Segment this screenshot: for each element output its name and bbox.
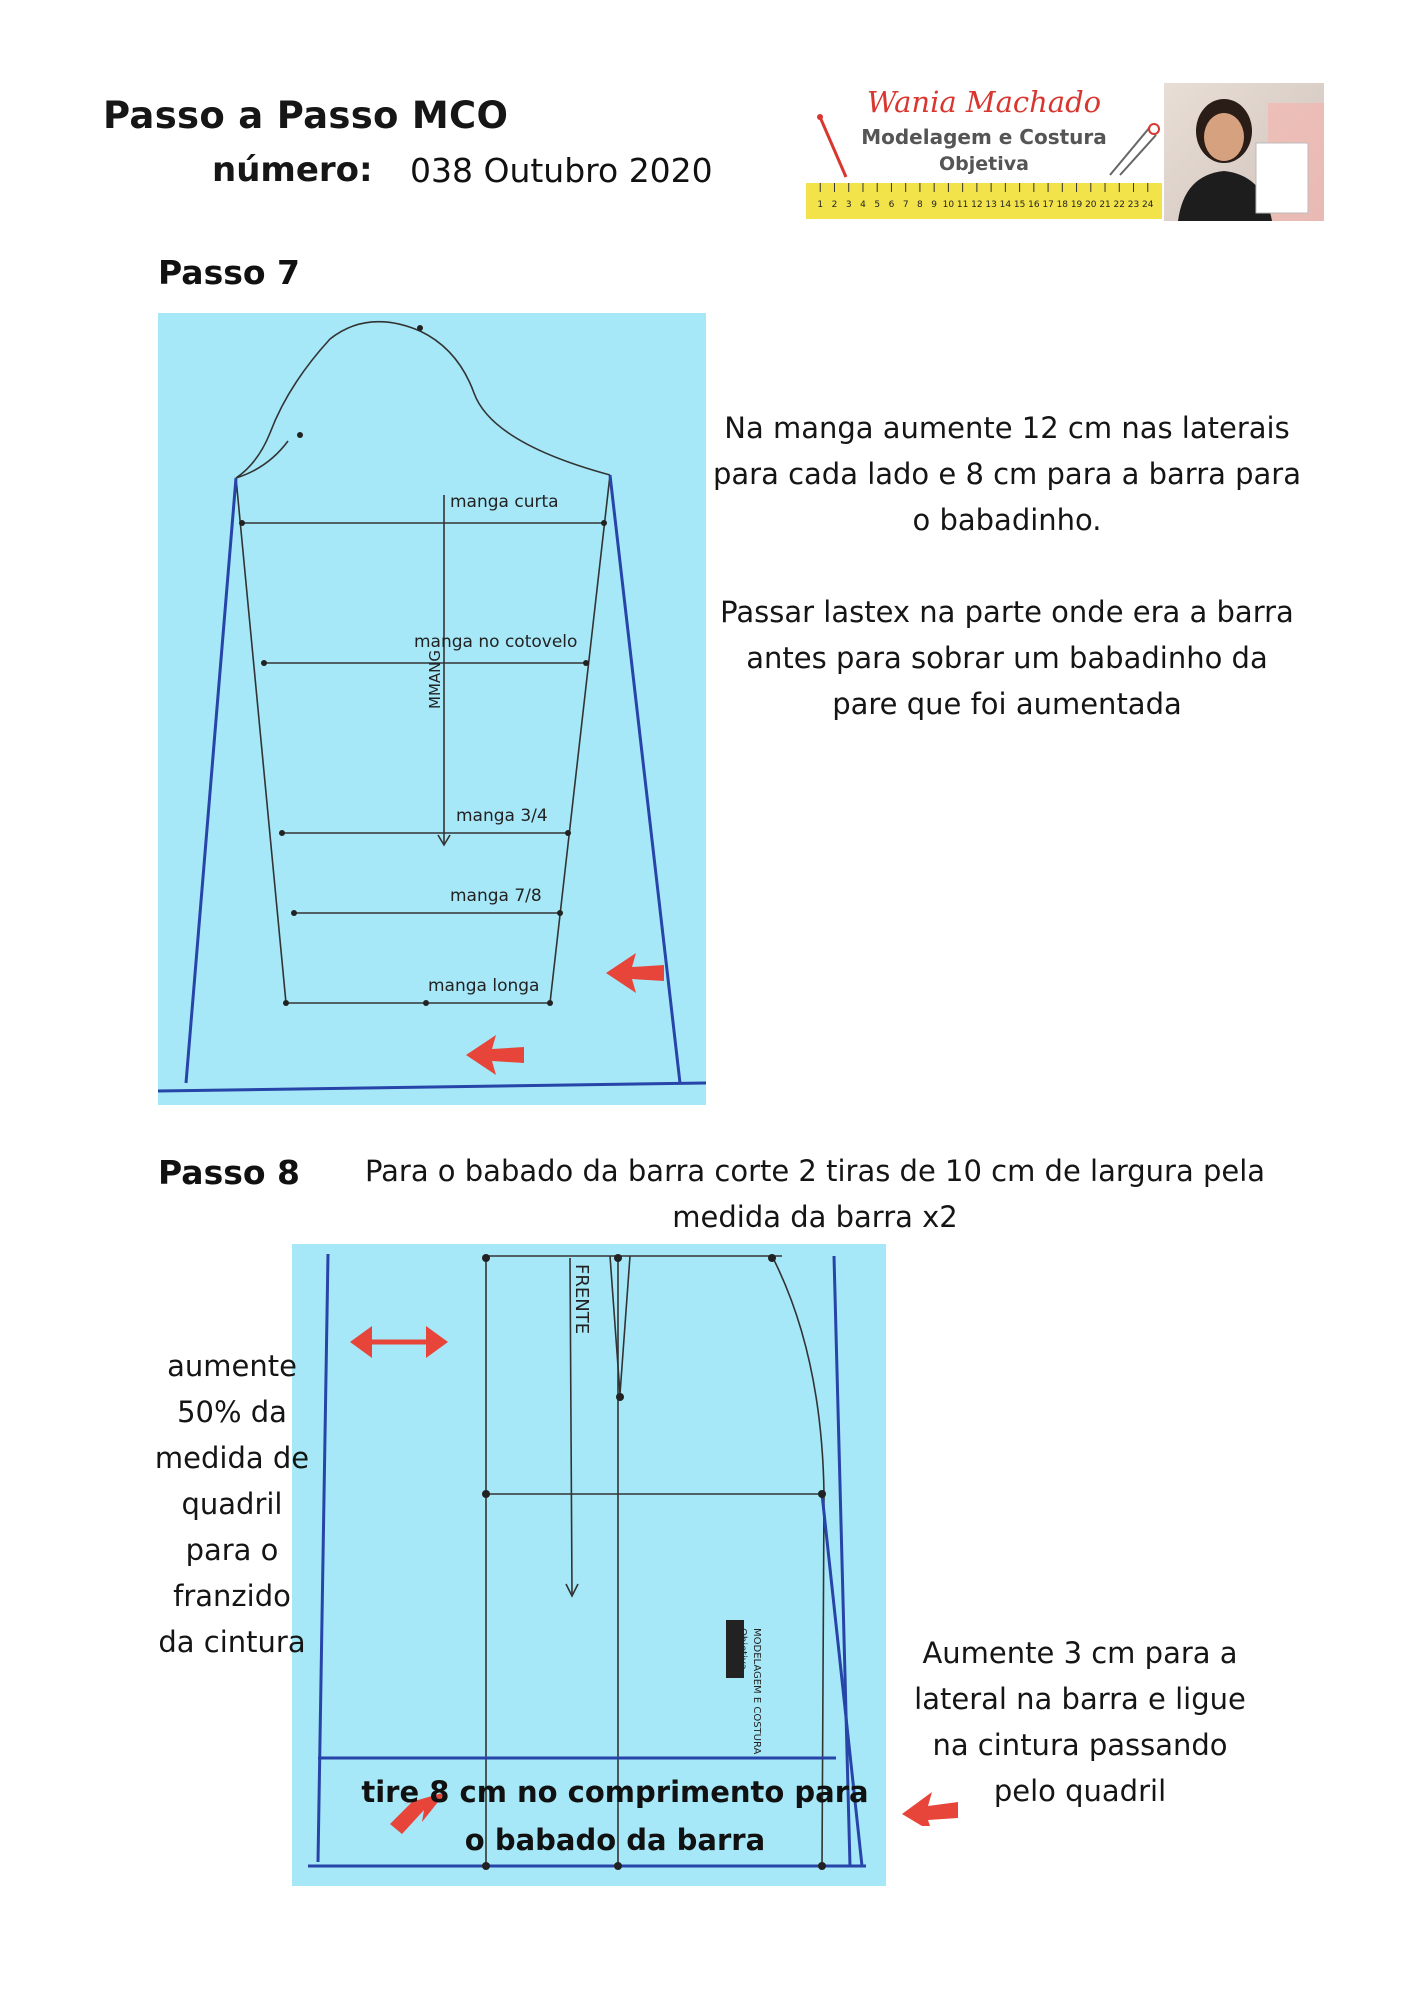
ruler-number: 4 [860, 200, 866, 210]
ruler-number: 8 [917, 200, 923, 210]
label-manga-78: manga 7/8 [450, 886, 542, 906]
ruler-number: 20 [1085, 200, 1097, 210]
ruler-number: 11 [956, 200, 969, 210]
label-manga-curta: manga curta [450, 492, 559, 512]
step7-line: o babadinho. [912, 503, 1102, 537]
step7-line: pare que foi aumentada [832, 687, 1182, 721]
step8-intro-line: medida da barra x2 [672, 1200, 958, 1234]
step7-line: Na manga aumente 12 cm nas laterais [724, 411, 1290, 445]
ruler-number: 15 [1013, 200, 1026, 210]
right-note-line: lateral na barra e ligue [914, 1682, 1246, 1716]
step7-title: Passo 7 [158, 253, 300, 292]
ruler-number: 1 [817, 200, 824, 210]
step8-intro-line: Para o babado da barra corte 2 tiras de 10 cm de largura pela [364, 1154, 1266, 1188]
left-note-line: medida de [154, 1441, 310, 1475]
overlay-line: tire 8 cm no comprimento para [361, 1775, 869, 1809]
right-note-line: Aumente 3 cm para a [922, 1636, 1238, 1670]
right-note-line: pelo quadril [993, 1774, 1167, 1808]
ruler-ticks [806, 183, 1162, 219]
brand-logo [806, 83, 1324, 221]
left-note-line: 50% da [177, 1395, 287, 1429]
ruler-number: 3 [845, 200, 852, 210]
stamp-line1: MODELAGEM E COSTURA [751, 1628, 762, 1755]
logo-script-name: Wania Machado [866, 85, 1102, 119]
logo-line2: Objetiva [939, 153, 1029, 175]
step7-line: antes para sobrar um babadinho da [746, 641, 1268, 675]
ruler-number: 17 [1042, 200, 1054, 210]
ruler-number: 6 [888, 200, 895, 210]
ruler-number: 14 [999, 200, 1012, 210]
left-note-line: da cintura [158, 1625, 306, 1659]
stamp-line2: Objetiva [737, 1628, 748, 1670]
right-note-line: na cintura passando [932, 1728, 1228, 1762]
label-manga-longa: manga longa [428, 976, 540, 996]
number-value: 038 Outubro 2020 [410, 151, 713, 190]
left-note-line: para o [185, 1533, 279, 1567]
step8-overlay [330, 1768, 900, 1864]
needle-icon [812, 113, 852, 183]
ruler-number: 18 [1056, 200, 1069, 210]
step8-title: Passo 8 [158, 1153, 300, 1192]
left-note-line: aumente [167, 1349, 297, 1383]
label-mmang: MMANG [426, 650, 444, 709]
red-arrow-icon [606, 953, 664, 993]
sleeve-pattern-panel [158, 313, 706, 1105]
step7-line: Passar lastex na parte onde era a barra [720, 595, 1294, 629]
step7-instructions [690, 405, 1324, 727]
left-note-line: franzido [173, 1579, 291, 1613]
overlay-line: o babado da barra [464, 1823, 766, 1857]
sleeve-pattern-diagram [158, 313, 706, 1105]
logo-line1: Modelagem e Costura [861, 125, 1107, 149]
step8-intro [330, 1148, 1300, 1240]
left-note-line: quadril [181, 1487, 283, 1521]
ruler-number: 9 [931, 200, 938, 210]
label-manga-34: manga 3/4 [456, 806, 548, 826]
ruler-number: 2 [831, 200, 838, 210]
ruler-number: 12 [971, 200, 983, 210]
ruler-number: 19 [1070, 200, 1083, 210]
ruler-number: 21 [1099, 200, 1111, 210]
logo-text-block [806, 83, 1162, 221]
step7-line: para cada lado e 8 cm para a barra para [712, 457, 1301, 491]
label-manga-cotovelo: manga no cotovelo [414, 632, 578, 652]
step7-line-spacer [690, 543, 1324, 589]
brand-stamp [726, 1620, 762, 1755]
ruler-number: 22 [1113, 200, 1126, 210]
red-double-arrow-icon [350, 1326, 448, 1358]
author-photo [1164, 83, 1324, 221]
page-title: Passo a Passo MCO [103, 94, 509, 137]
ruler-number: 13 [985, 200, 997, 210]
author-portrait-icon [1164, 83, 1324, 221]
scissors-icon [1106, 119, 1162, 179]
ruler-number: 16 [1028, 200, 1040, 210]
ruler-number: 24 [1142, 200, 1154, 210]
red-arrow-icon [898, 1782, 962, 1826]
ruler-number: 7 [902, 200, 909, 210]
label-frente: FRENTE [571, 1264, 592, 1335]
number-label: número: [212, 150, 373, 190]
ruler [806, 183, 1162, 219]
step8-left-note [132, 1343, 332, 1665]
ruler-number: 10 [942, 200, 955, 210]
red-arrow-icon [466, 1035, 524, 1075]
ruler-number: 5 [874, 200, 881, 210]
ruler-number: 23 [1127, 200, 1140, 210]
